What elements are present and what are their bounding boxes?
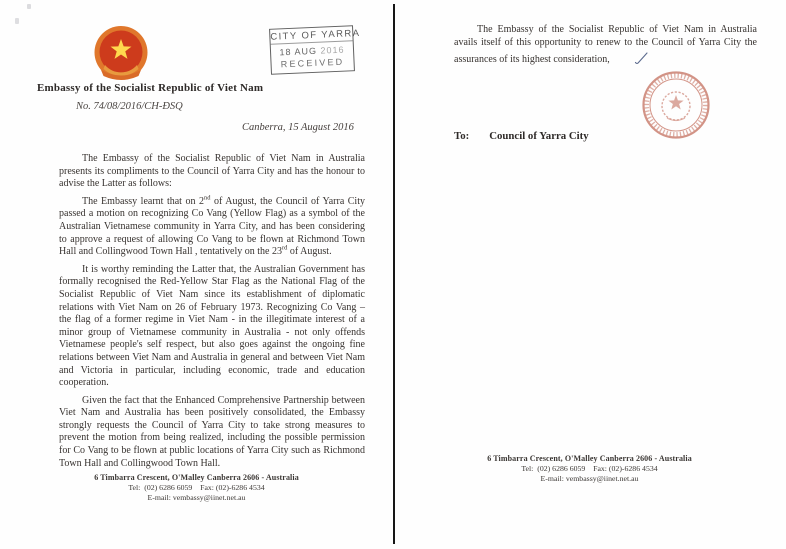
pen-tick-icon [611, 52, 648, 70]
letterhead-footer [411, 454, 768, 483]
reference-number: No. 74/08/2016/CH-ĐSQ [76, 101, 183, 112]
dateline: Canberra, 15 August 2016 [242, 122, 354, 133]
letterhead-footer [18, 473, 375, 502]
footer-tel-fax: Tel: (02) 6286 6059 Fax: (02)-6286 4534 [128, 483, 265, 492]
paragraph-3: It is worthy reminding the Latter that, the Australian Government has formally recognised the Red-Yellow Star Flag as the National Flag of the Socialist Republic of Viet Nam since its establishment of diplomatic relations with Viet Nam on 26 of February 1973. Recognizing Co Vang – the flag of a former regime in Viet Nam - in the illegitimate interest of a minor group of Vietnamese community in Australia - not only offends Vietnamese people's self respect, but also goes against the ongoing fine relations between Viet Nam and Australia in general and between Viet Nam and Victoria in particular, including economic, trade and education cooperation. [59, 263, 365, 389]
vietnam-emblem-icon [91, 24, 151, 84]
scan-speck [27, 4, 31, 9]
paragraph-2-text: of August, the Council of Yarra City passed a motion on recognizing Co Vang (Yellow Flag) as a symbol of the Australian Vietnamese community in Yarra City, and has been considering to approve a request of allowing Co Vang to be flown at Richmond Town Hall and Collingwood Town Hall , tentatively on the 23 [59, 195, 365, 258]
ordinal-superscript: nd [203, 194, 211, 202]
closing-body [454, 24, 757, 72]
letter-body [59, 153, 365, 475]
stamp-org-name: CITY OF YARRA [270, 27, 361, 43]
scan-speck [15, 18, 19, 24]
footer-email: E-mail: vembassy@iinet.net.au [540, 474, 639, 483]
paragraph-2-text: The Embassy learnt that on 2 [82, 195, 204, 207]
embassy-red-seal-icon [641, 70, 711, 140]
paragraph-2 [59, 196, 365, 259]
footer-address: 6 Timbarra Crescent, O'Malley Canberra 2606 - Australia [94, 473, 299, 482]
closing-paragraph-text: The Embassy of the Socialist Republic of Viet Nam in Australia avails itself of this opportunity to renew to the Council of Yarra City the assurances of its highest consideration, [454, 24, 757, 66]
stamp-date-day: 18 [279, 46, 292, 57]
recipient-line [454, 130, 589, 142]
paragraph-1: The Embassy of the Socialist Republic of Viet Nam in Australia presents its compliments to the Council of Yarra City and has the honour to advise the Latter as follows: [59, 153, 365, 190]
to-label: To: [454, 130, 470, 142]
letter-page-2 [393, 0, 786, 549]
paragraph-2-text: of August. [287, 246, 332, 258]
paragraph-4: Given the fact that the Enhanced Comprehensive Partnership between Viet Nam and Australia has been positively consolidated, the Embassy strongly requests the Council of Yarra City to take strong measures to prevent the motion from being realized, including the possible permission for Co Vang to be flown at public locations of Yarra City such as Richmond Town Hall and Collingwood Town Hall. [59, 394, 365, 469]
stamp-date-month: AUG [294, 45, 318, 57]
footer-address: 6 Timbarra Crescent, O'Malley Canberra 2606 - Australia [487, 454, 692, 463]
stamp-status: RECEIVED [280, 56, 345, 70]
closing-paragraph [454, 24, 757, 67]
received-stamp [269, 25, 361, 75]
page-divider [393, 4, 395, 544]
stamp-date-year: 2016 [320, 44, 345, 56]
footer-email: E-mail: vembassy@iinet.net.au [147, 493, 246, 502]
to-recipient: Council of Yarra City [489, 130, 589, 142]
ordinal-superscript: rd [281, 244, 288, 252]
embassy-name: Embassy of the Socialist Republic of Viet Nam [37, 82, 264, 94]
footer-tel-fax: Tel: (02) 6286 6059 Fax: (02)-6286 4534 [521, 464, 658, 473]
